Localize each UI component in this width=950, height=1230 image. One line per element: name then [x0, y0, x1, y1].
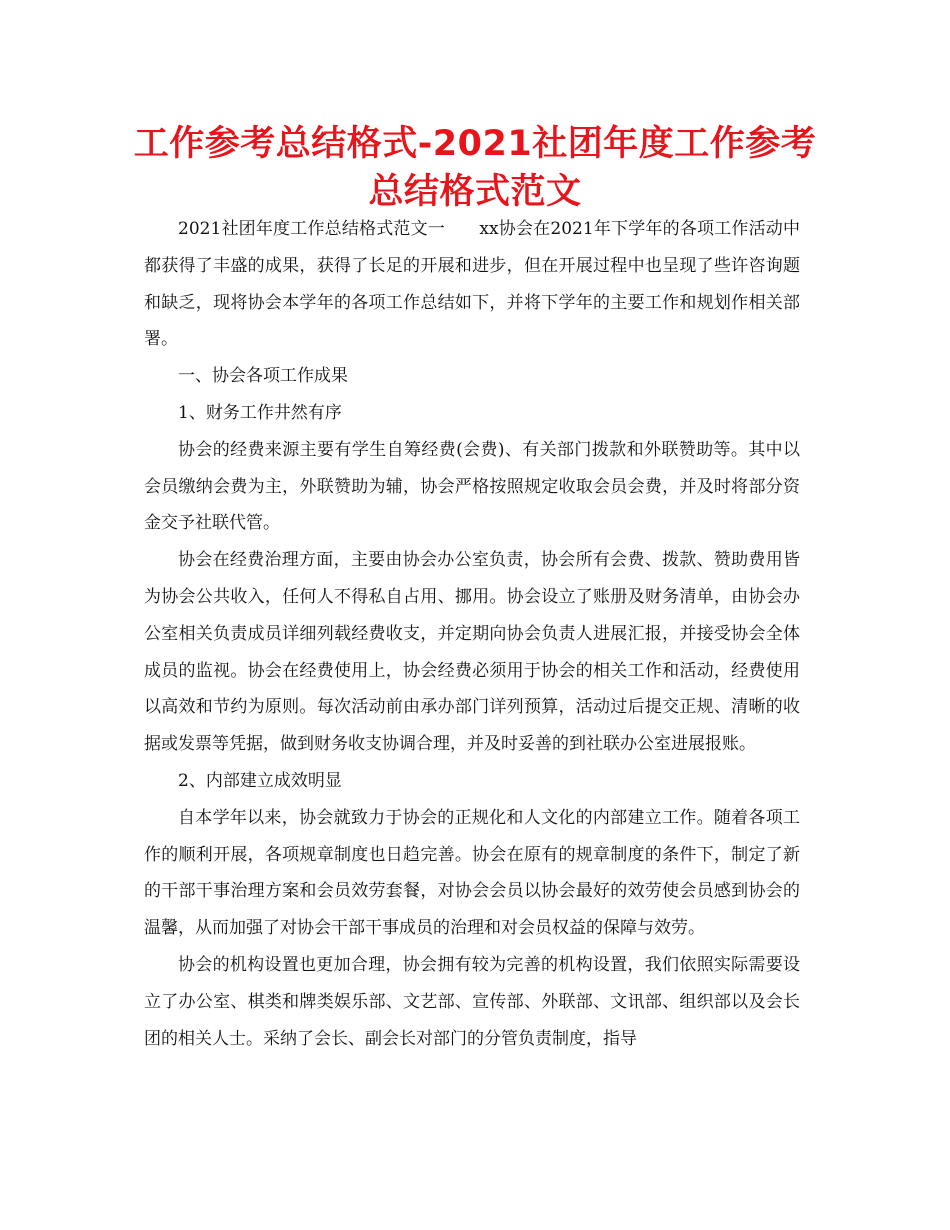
section-heading-achievements: 一、协会各项工作成果	[178, 366, 348, 387]
paragraph-organization: 协会的机构设置也更加合理，协会拥有较为完善的机构设置，我们依照实际需要设立了办公室、棋类和牌类娱乐部、文艺部、宣传部、外联部、文讯部、组织部以及会长团的相关人士。采纳了会长、副会长对部门的分管负责制度，指导	[144, 954, 800, 1049]
document-title: 工作参考总结格式-2021社团年度工作参考总结格式范文	[133, 124, 817, 212]
subheading-internal-building: 2、内部建立成效明显	[178, 770, 342, 791]
paragraph-fund-management: 协会在经费治理方面，主要由协会办公室负责，协会所有会费、拨款、赞助费用皆为协会公共收入，任何人不得私自占用、挪用。协会设立了账册及财务清单，由协会办公室相关负责成员详细列载经费收支，并定期向协会负责人进展汇报，并接受协会全体成员的监视。协会在经费使用上，协会经费必须用于协会的相关工作和活动，经费使用以高效和节约为原则。每次活动前由承办部门详列预算，活动过后提交正规、清晰的收据或发票等凭据，做到财务收支协调合理，并及时妥善的到社联办公室进展报账。	[144, 550, 800, 755]
paragraph-internal-building: 自本学年以来，协会就致力于协会的正规化和人文化的内部建立工作。随着各项工作的顺利开展，各项规章制度也日趋完善。协会在原有的规章制度的条件下，制定了新的干部干事治理方案和会员效劳套餐，对协会会员以协会最好的效劳使会员感到协会的温馨，从而加强了对协会干部干事成员的治理和对会员权益的保障与效劳。	[144, 807, 800, 939]
subheading-finance: 1、财务工作井然有序	[178, 402, 342, 423]
document-body	[144, 211, 800, 1057]
paragraph-intro: 2021社团年度工作总结格式范文一 xx协会在2021年下学年的各项工作活动中都获得了丰盛的成果，获得了长足的开展和进步，但在开展过程中也呈现了些许咨询题和缺乏，现将协会本学年的各项工作总结如下，并将下学年的主要工作和规划作相关部署。	[144, 219, 800, 350]
paragraph-funding-sources: 协会的经费来源主要有学生自筹经费(会费)、有关部门拨款和外联赞助等。其中以会员缴纳会费为主，外联赞助为辅，协会严格按照规定收取会员会费，并及时将部分资金交予社联代管。	[144, 439, 800, 534]
